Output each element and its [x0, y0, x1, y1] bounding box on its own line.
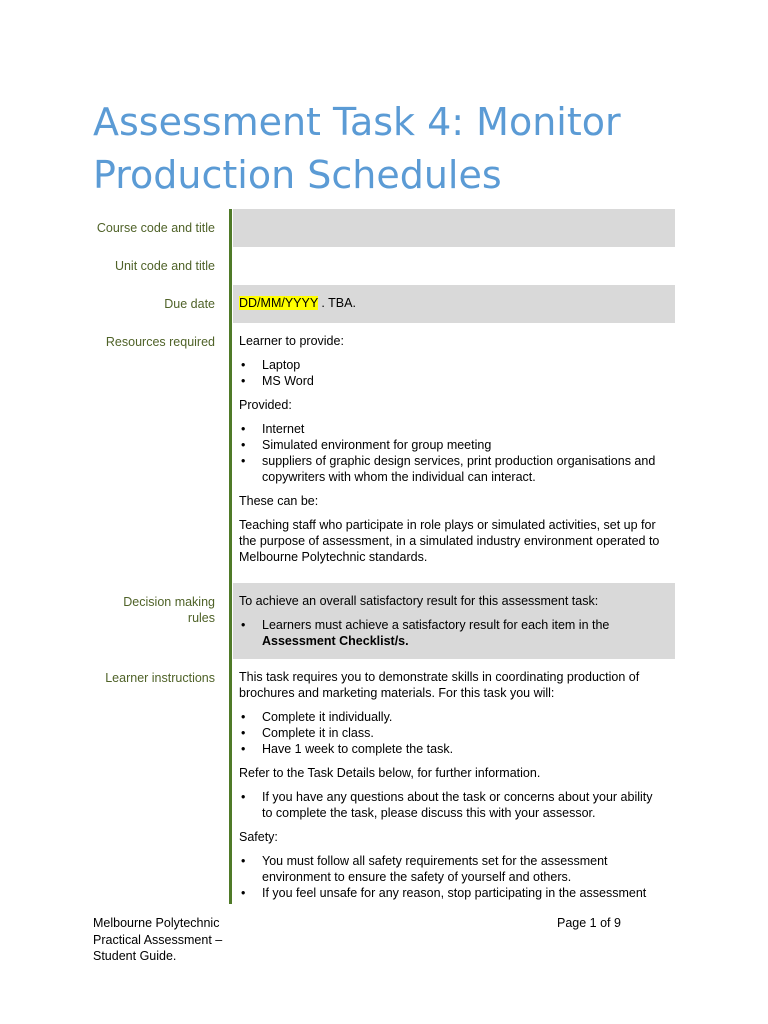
decision-intro: To achieve an overall satisfactory result for this assessment task:	[239, 594, 599, 608]
page-number: Page 1 of 9	[557, 916, 621, 930]
learner-provide-list	[239, 357, 665, 389]
these-can-be: These can be:	[239, 494, 319, 508]
decision-item-bold: Assessment Checklist/s.	[262, 634, 409, 648]
footer-org: Melbourne Polytechnic	[93, 916, 220, 930]
resources-value	[233, 323, 675, 575]
decision-value	[233, 583, 675, 659]
footer-doc-type: Practical Assessment –	[93, 932, 223, 947]
unit-value	[233, 247, 675, 285]
row-course	[93, 209, 675, 247]
list-item: • Complete it individually.	[239, 709, 665, 725]
decision-label: Decision making rules	[123, 595, 215, 625]
list-item: • You must follow all safety requirements set for the assessment environment to ensure the safety of yourself and others.	[239, 853, 665, 885]
due-label: Due date	[164, 297, 215, 311]
list-item: • Complete it in class.	[239, 725, 665, 741]
list-item	[239, 617, 665, 649]
list-item: • Internet	[239, 421, 665, 437]
learner-provide-intro: Learner to provide:	[239, 334, 344, 348]
row-instructions	[93, 659, 675, 917]
row-decision	[93, 583, 675, 659]
questions-list	[239, 789, 665, 821]
list-item: • If you have any questions about the task or concerns about your ability to complete the task, please discuss this with your assessor.	[239, 789, 665, 821]
row-due	[93, 285, 675, 323]
assessment-table	[93, 209, 675, 917]
course-label: Course code and title	[96, 221, 215, 235]
course-value	[233, 209, 675, 247]
row-unit	[93, 247, 675, 285]
refer-text: Refer to the Task Details below, for further information.	[239, 766, 541, 780]
list-item: • Have 1 week to complete the task.	[239, 741, 665, 757]
list-item: • suppliers of graphic design services, print production organisations and copywriters with whom the individual can interact.	[239, 453, 665, 485]
instructions-intro: This task requires you to demonstrate skills in coordinating production of brochures and marketing materials. For this task you will:	[239, 670, 640, 700]
page-title: Assessment Task 4: Monitor Production Schedules	[93, 100, 621, 197]
decision-list	[239, 617, 665, 649]
list-item: • Laptop	[239, 357, 665, 373]
resources-label: Resources required	[105, 335, 215, 349]
due-date-highlight: DD/MM/YYYY	[239, 296, 318, 310]
unit-label: Unit code and title	[114, 259, 215, 273]
safety-label: Safety:	[239, 830, 278, 844]
provided-list	[239, 421, 665, 485]
list-item: • If you feel unsafe for any reason, stop participating in the assessment	[239, 885, 665, 901]
instructions-list	[239, 709, 665, 757]
instructions-label: Learner instructions	[105, 671, 215, 685]
footer-left	[93, 915, 253, 965]
instructions-value	[233, 659, 675, 917]
safety-list	[239, 853, 665, 901]
due-value	[233, 285, 675, 323]
due-suffix: . TBA.	[317, 296, 356, 310]
decision-item-text: Learners must achieve a satisfactory result for each item in the	[262, 618, 610, 632]
list-item: • Simulated environment for group meeting	[239, 437, 665, 453]
provided-intro: Provided:	[239, 398, 292, 412]
row-resources	[93, 323, 675, 575]
list-item: • MS Word	[239, 373, 665, 389]
footer-doc-sub: Student Guide.	[93, 949, 177, 963]
teaching-staff-text: Teaching staff who participate in role plays or simulated activities, set up for the purpose of assessment, in a simulated industry environment operated to Melbourne Polytechnic standards.	[239, 518, 660, 564]
